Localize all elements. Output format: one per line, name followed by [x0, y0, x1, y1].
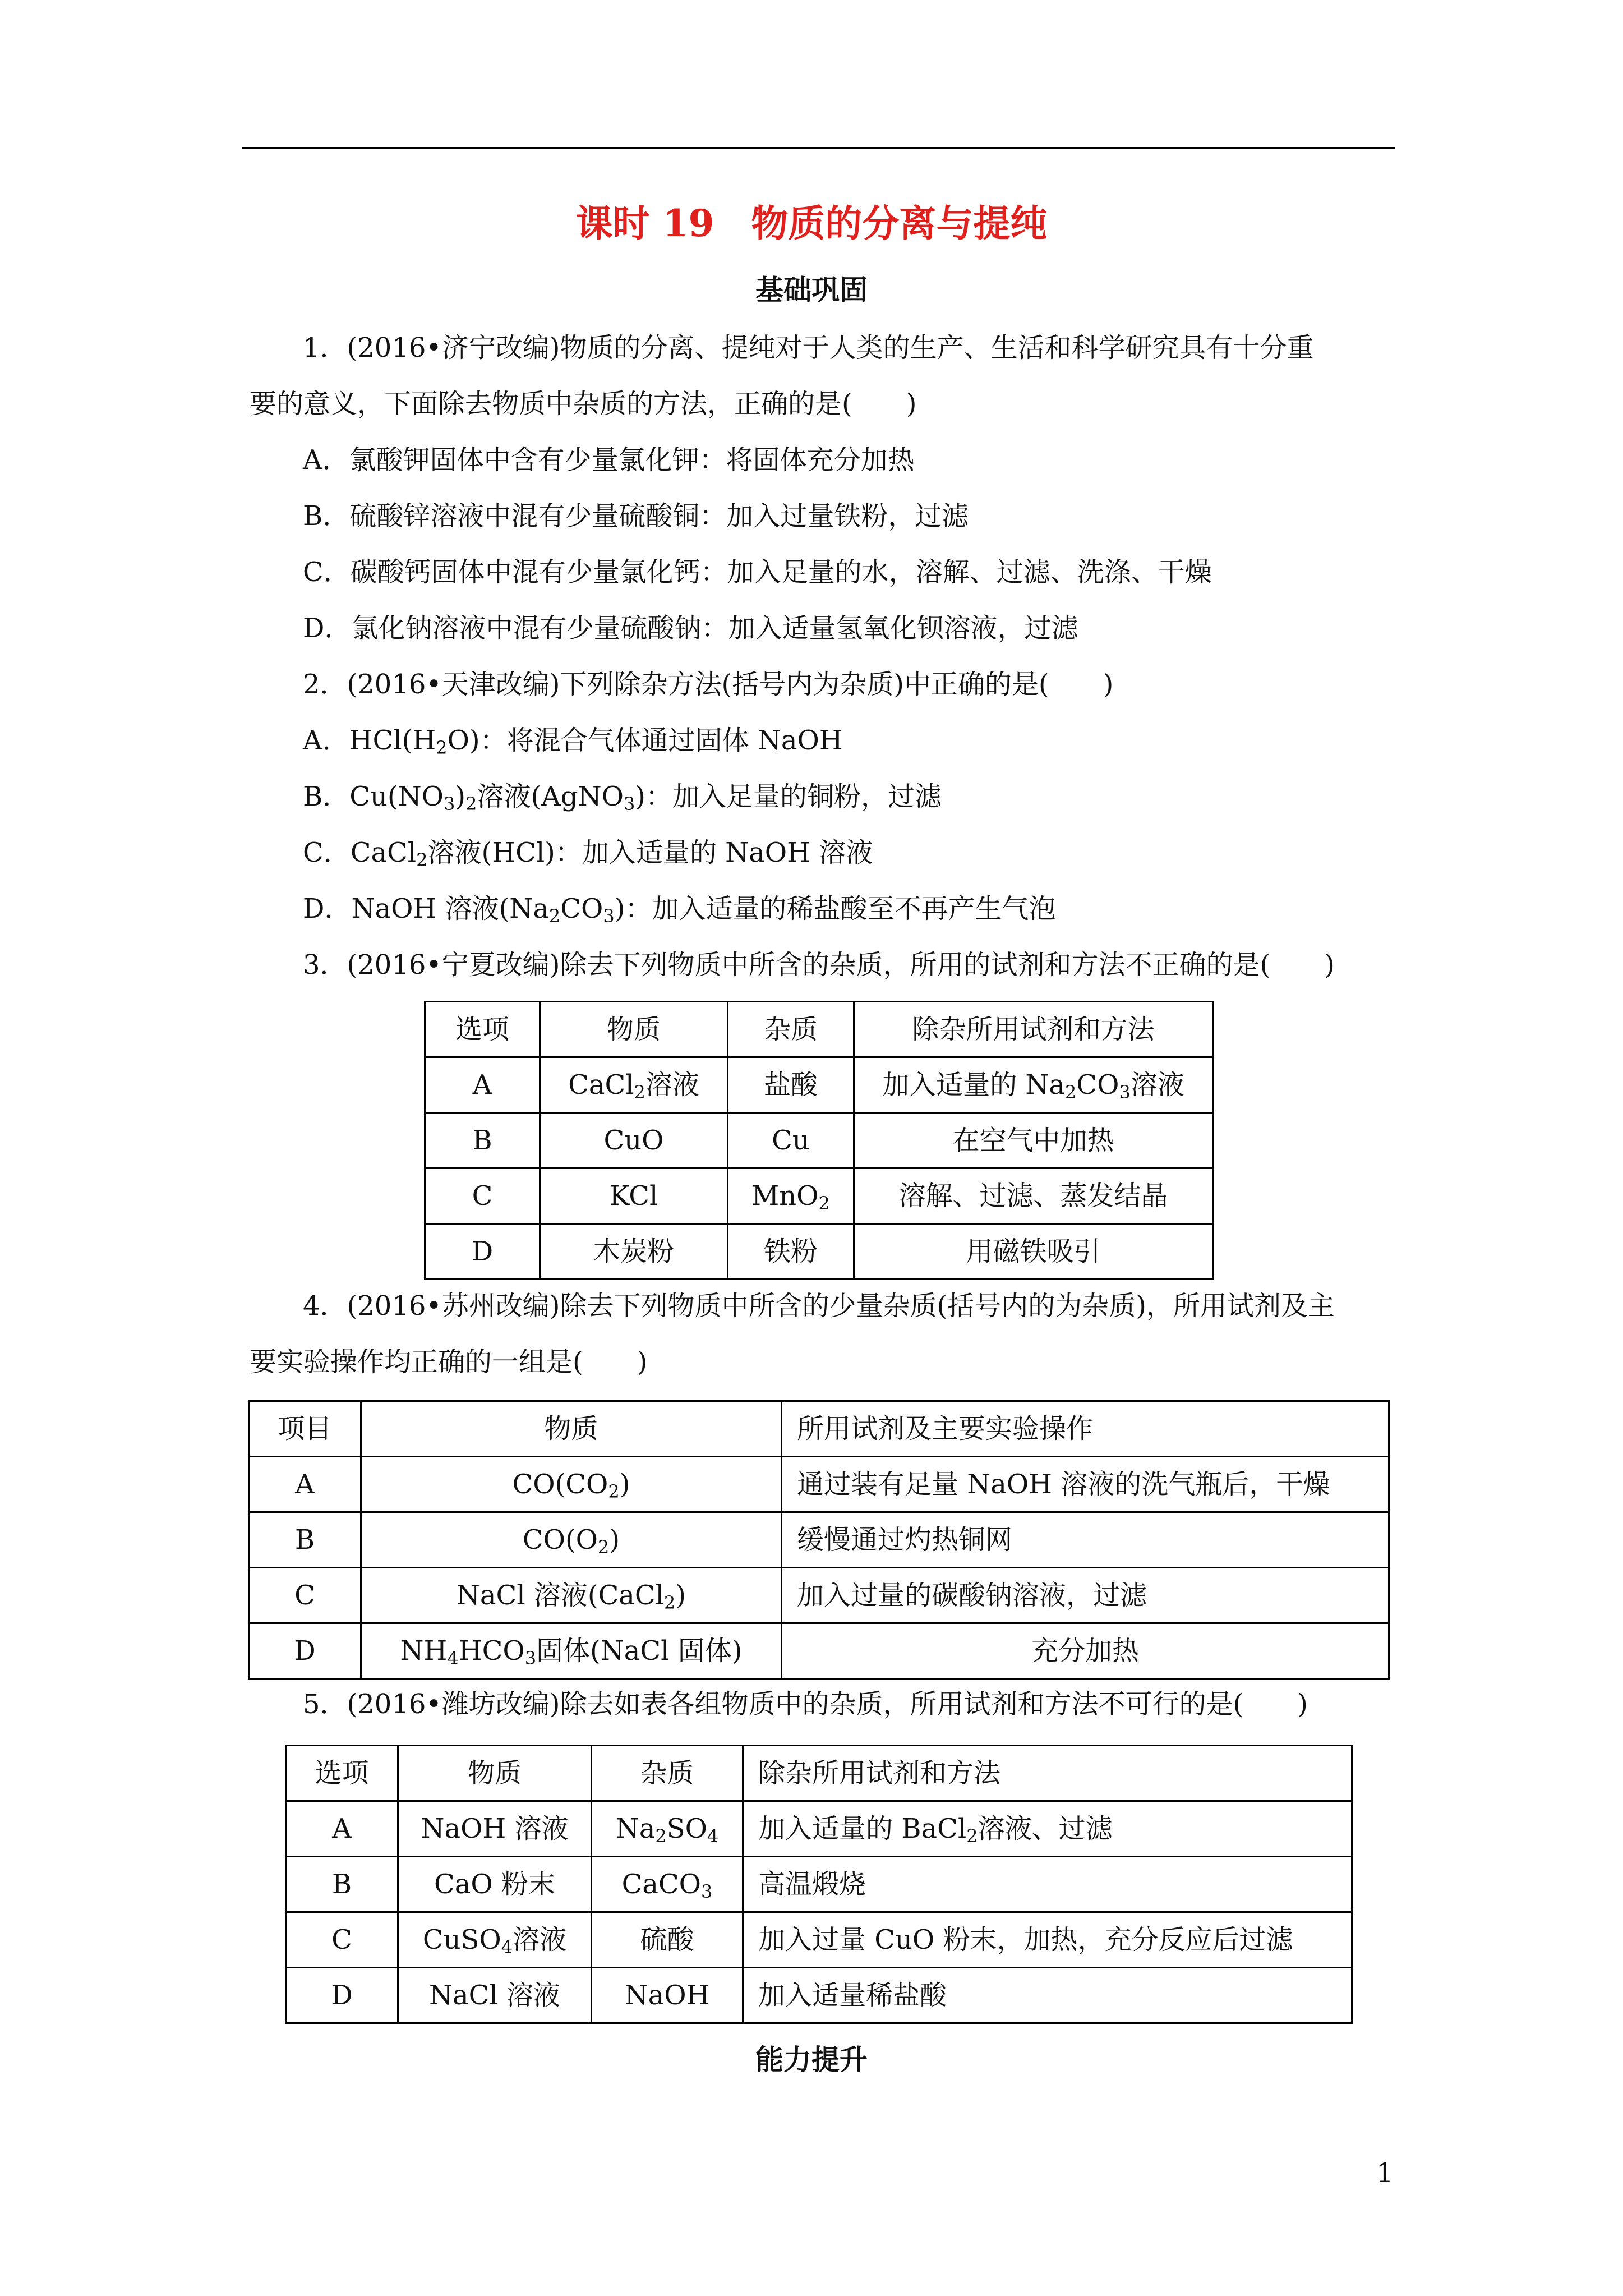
title-lesson: 课时 19	[575, 201, 714, 245]
title-topic: 物质的分离与提纯	[751, 201, 1048, 245]
q5-stem: 5．(2016•潍坊改编)除去如表各组物质中的杂质，所用试剂和方法不可行的是( )	[303, 1688, 1308, 1720]
q2-option-c: C．CaCl$_2$溶液(HCl)：加入适量的 NaOH 溶液	[303, 837, 873, 871]
q1-option-b: B．硫酸锌溶液中混有少量硫酸铜：加入过量铁粉，过滤	[303, 500, 969, 532]
table-row: C NaCl 溶液(CaCl$_2$) 加入过量的碳酸钠溶液，过滤	[249, 1568, 1389, 1623]
q1-option-d: D．氯化钠溶液中混有少量硫酸钠：加入适量氢氧化钡溶液，过滤	[303, 613, 1078, 644]
table-row: A NaOH 溶液 $Na_2SO_4$ 加入适量的 BaCl$_2$溶液、过滤	[286, 1801, 1352, 1857]
page-title	[0, 201, 1623, 245]
table-row: D NaCl 溶液 NaOH 加入适量稀盐酸	[286, 1968, 1352, 2023]
table-row: 选项 物质 杂质 除杂所用试剂和方法	[425, 1002, 1213, 1057]
q1-stem-line2: 要的意义，下面除去物质中杂质的方法，正确的是( )	[250, 388, 917, 420]
q2-option-d: D．NaOH 溶液$(Na_2CO_3)$：加入适量的稀盐酸至不再产生气泡	[303, 893, 1056, 927]
q4-stem-line2: 要实验操作均正确的一组是( )	[250, 1346, 648, 1378]
table-row: C KCl MnO$_2$ 溶解、过滤、蒸发结晶	[425, 1168, 1213, 1224]
q1-option-a: A．氯酸钾固体中含有少量氯化钾：将固体充分加热	[303, 444, 915, 476]
q4-table	[248, 1400, 1390, 1680]
q5-table	[285, 1745, 1353, 2024]
q1-stem-line1: 1．(2016•济宁改编)物质的分离、提纯对于人类的生产、生活和科学研究具有十分重	[303, 332, 1314, 364]
q3-stem: 3．(2016•宁夏改编)除去下列物质中所含的杂质，所用的试剂和方法不正确的是( )	[303, 949, 1335, 981]
table-row: A $CO(CO_2)$ 通过装有足量 NaOH 溶液的洗气瓶后，干燥	[249, 1457, 1389, 1512]
table-row: B CaO 粉末 CaCO$_3$ 高温煅烧	[286, 1857, 1352, 1912]
table-row: D 木炭粉 铁粉 用磁铁吸引	[425, 1224, 1213, 1280]
table-row: B $CO(O_2)$ 缓慢通过灼热铜网	[249, 1512, 1389, 1568]
q2-stem: 2．(2016•天津改编)下列除杂方法(括号内为杂质)中正确的是( )	[303, 669, 1114, 700]
table-row: C CuSO$_4$溶液 硫酸 加入过量 CuO 粉末，加热，充分反应后过滤	[286, 1912, 1352, 1968]
q4-stem-line1: 4．(2016•苏州改编)除去下列物质中所含的少量杂质(括号内的为杂质)，所用试剂及主	[303, 1290, 1335, 1322]
q2-option-a: A．$HCl(H_2O)$：将混合气体通过固体 NaOH	[303, 725, 843, 758]
table-row: D $NH_4HCO_3$固体(NaCl 固体) 充分加热	[249, 1623, 1389, 1679]
q2-option-b: B．$Cu(NO_3)_2$溶液(AgNO$_3$)：加入足量的铜粉，过滤	[303, 781, 942, 815]
table-row: 选项 物质 杂质 除杂所用试剂和方法	[286, 1746, 1352, 1801]
q3-table	[424, 1001, 1214, 1280]
table-row: 项目 物质 所用试剂及主要实验操作	[249, 1401, 1389, 1457]
table-row: B CuO Cu 在空气中加热	[425, 1113, 1213, 1168]
q1-option-c: C．碳酸钙固体中混有少量氯化钙：加入足量的水，溶解、过滤、洗涤、干燥	[303, 556, 1212, 588]
table-row: A CaCl$_2$溶液 盐酸 加入适量的 $Na_2CO_3$溶液	[425, 1057, 1213, 1113]
page-number: 1	[1376, 2157, 1394, 2189]
header-rule	[242, 147, 1395, 149]
section-basic: 基础巩固	[755, 273, 868, 306]
section-advanced: 能力提升	[755, 2043, 868, 2076]
